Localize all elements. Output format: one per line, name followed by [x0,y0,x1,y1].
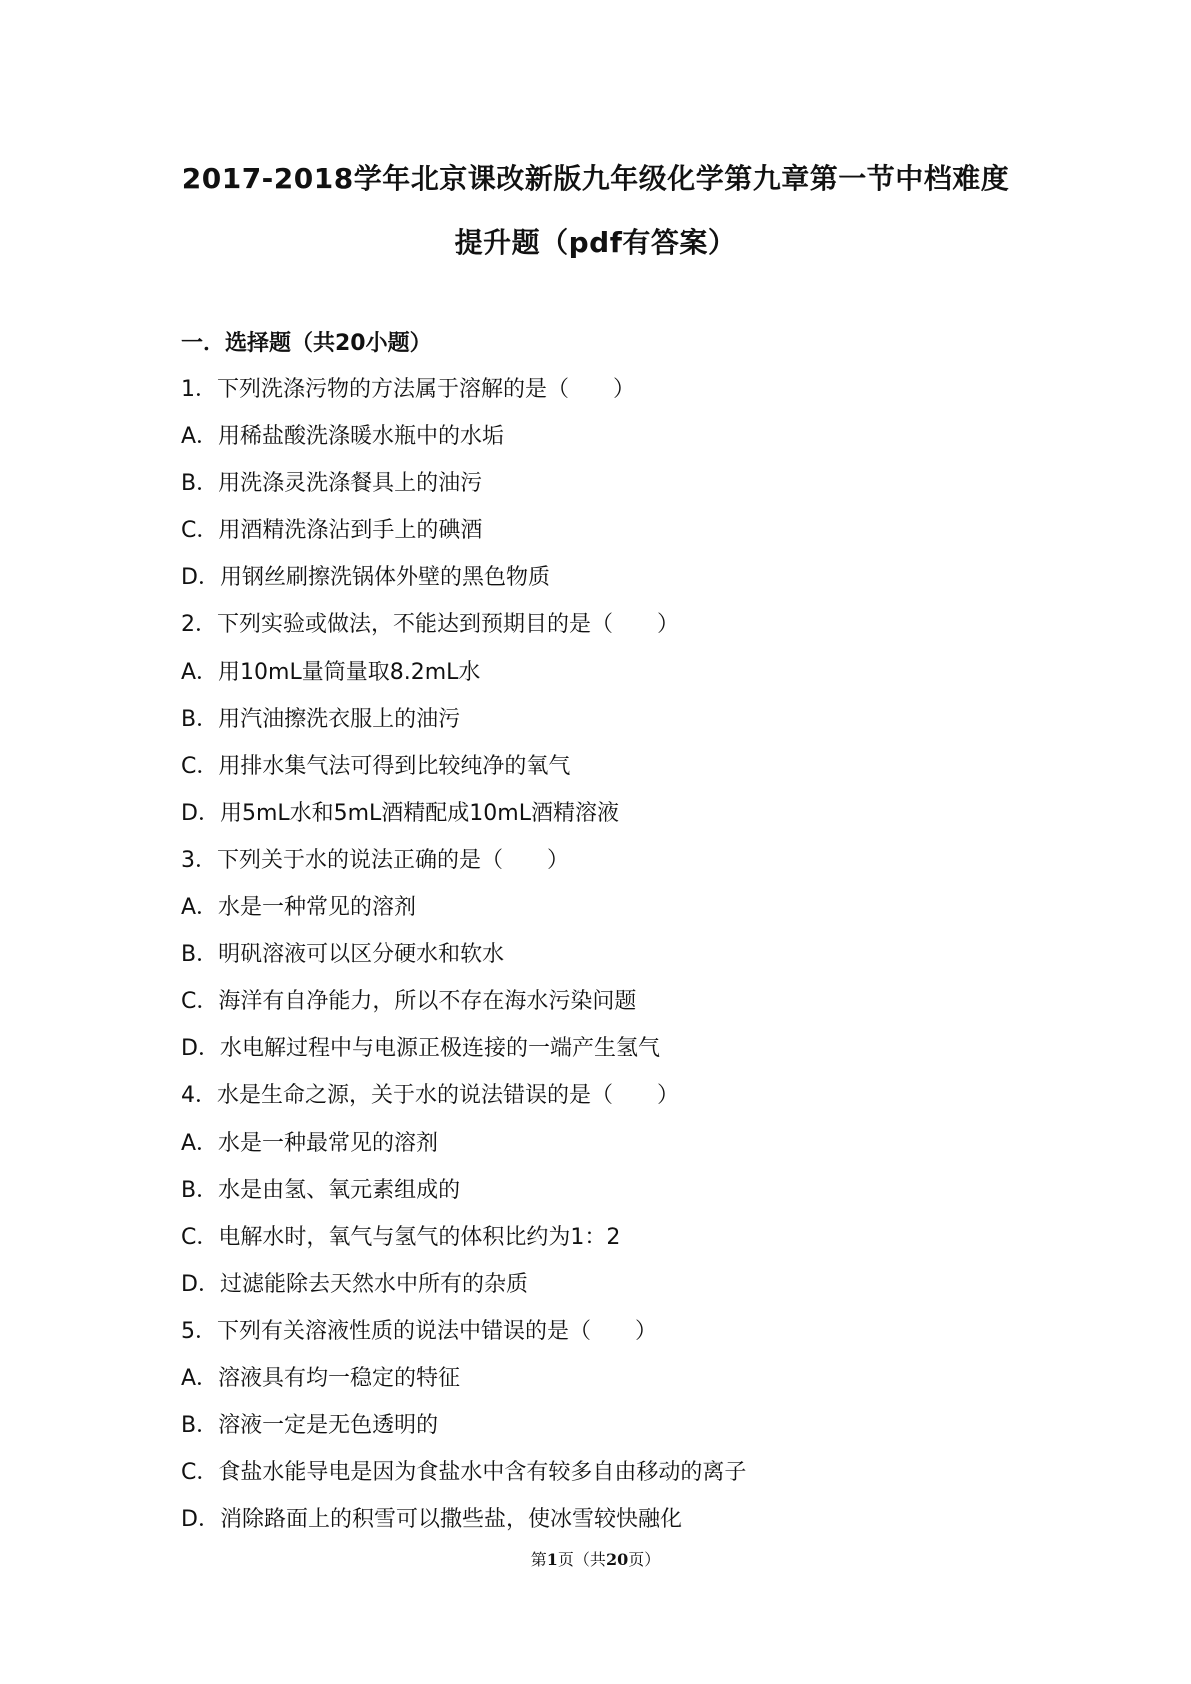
question-5-stem: 5．下列有关溶液性质的说法中错误的是（ ） [181,1318,657,1344]
question-2-option-d: D．用5mL水和5mL酒精配成10mL酒精溶液 [181,800,619,826]
question-4-option-d: D．过滤能除去天然水中所有的杂质 [181,1271,528,1297]
document-title-line-1: 2017-2018学年北京课改新版九年级化学第九章第一节中档难度 [181,162,1010,195]
question-list [181,366,1081,1543]
question-5-option-a: A．溶液具有均一稳定的特征 [181,1365,461,1391]
question-4-stem: 4．水是生命之源，关于水的说法错误的是（ ） [181,1083,679,1109]
question-3-option-b: B．明矾溶液可以区分硬水和软水 [181,942,505,968]
question-2-stem: 2．下列实验或做法，不能达到预期目的是（ ） [181,612,679,638]
footer-total-pages: 20 [605,1550,629,1569]
question-1-option-a: A．用稀盐酸洗涤暖水瓶中的水垢 [181,424,505,450]
question-3-stem: 3．下列关于水的说法正确的是（ ） [181,847,569,873]
footer-prefix: 第 [530,1550,547,1569]
page-footer [0,1547,1191,1570]
question-4-option-a: A．水是一种最常见的溶剂 [181,1130,439,1156]
question-1-option-b: B．用洗涤灵洗涤餐具上的油污 [181,471,483,497]
footer-suffix: 页） [628,1550,661,1569]
question-3-option-c: C．海洋有自净能力，所以不存在海水污染问题 [181,989,637,1015]
question-5-option-b: B．溶液一定是无色透明的 [181,1413,439,1439]
section-heading: 一．选择题（共20小题） [181,331,432,356]
question-3-option-d: D．水电解过程中与电源正极连接的一端产生氢气 [181,1036,660,1062]
question-4-option-c: C．电解水时，氧气与氢气的体积比约为1：2 [181,1224,621,1250]
question-2-option-c: C．用排水集气法可得到比较纯净的氧气 [181,753,571,779]
question-5-option-c: C．食盐水能导电是因为食盐水中含有较多自由移动的离子 [181,1460,747,1486]
question-1-option-c: C．用酒精洗涤沾到手上的碘酒 [181,518,483,544]
question-1-stem: 1．下列洗涤污物的方法属于溶解的是（ ） [181,377,635,402]
question-2-option-b: B．用汽油擦洗衣服上的油污 [181,706,461,732]
footer-page-number: 1 [546,1550,558,1569]
question-3-option-a: A．水是一种常见的溶剂 [181,895,417,921]
question-1-option-d: D．用钢丝刷擦洗锅体外壁的黑色物质 [181,565,550,591]
question-5-option-d: D．消除路面上的积雪可以撒些盐，使冰雪较快融化 [181,1507,682,1533]
question-2-option-a: A．用10mL量筒量取8.2mL水 [181,659,481,685]
document-title-line-2: 提升题（pdf有答案） [454,226,737,259]
question-4-option-b: B．水是由氢、氧元素组成的 [181,1177,461,1203]
footer-middle: 页（共 [557,1550,606,1569]
